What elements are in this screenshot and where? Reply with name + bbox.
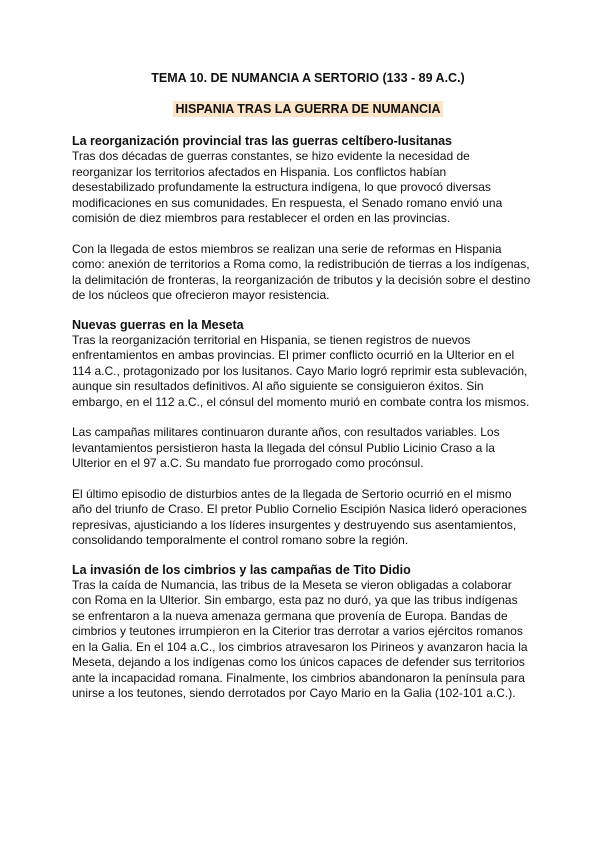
subtitle-container	[72, 100, 532, 118]
document-page	[72, 70, 532, 702]
section-spacer	[72, 304, 532, 318]
paragraph-spacer	[72, 410, 532, 425]
section-heading: La reorganización provincial tras las guerras celtíbero-lusitanas	[72, 134, 452, 148]
paragraph: Tras la reorganización territorial en Hispania, se tienen registros de nuevos enfrentamientos en ambas provincias. El primer conflicto ocurrió en la Ulterior en el 114 a.C., protagonizado por los lusitanos. Cayo Mario logró reprimir esta sublevación, aunque sin resultados definitivos. Al año siguiente se consiguieron éxitos. Sin embargo, en el 112 a.C., el cónsul del momento murió en combate contra los mismos.	[72, 332, 530, 409]
paragraph: Tras dos décadas de guerras constantes, se hizo evidente la necesidad de reorganizar los territorios afectados en Hispania. Los conflictos habían desestabilizado profundamente la estructura indígena, lo que provocó diversas modificaciones en sus comunidades. En respuesta, el Senado romano envió una comisión de diez miembros para restablecer el orden en las provincias.	[72, 149, 503, 225]
paragraph: Tras la caída de Numancia, las tribus de la Meseta se vieron obligadas a colaborar con Roma en la Ulterior. Sin embargo, esta paz no duró, ya que las tribus indígenas se enfrentaron a la nueva amenaza germana que provenía de Europa. Bandas de cimbrios y teutones irrumpieron en la Citerior tras derrotar a varios ejércitos romanos en la Galia. En el 104 a.C., los cimbrios atravesaron los Pirineos y avanzaron hacia la Meseta, dejando a los indígenas como los únicos capaces de defender sus territorios ante la incapacidad romana. Finalmente, los cimbrios abandonaron la península para unirse a los teutones, siendo derrotados por Cayo Mario en la Galia (102-101 a.C.).	[72, 577, 528, 700]
document-title: TEMA 10. DE NUMANCIA A SERTORIO (133 - 89 A.C.)	[151, 71, 465, 85]
paragraph-spacer	[72, 472, 532, 487]
section-heading: La invasión de los cimbrios y las campañas de Tito Didio	[72, 562, 411, 577]
section-spacer	[72, 549, 532, 563]
paragraph-spacer	[72, 227, 532, 242]
section-cimbrios	[72, 563, 532, 702]
paragraph: Las campañas militares continuaron durante años, con resultados variables. Los levantamientos persistieron hasta la llegada del cónsul Publio Licinio Craso a la Ulterior en el 97 a.C. Su mandato fue prorrogado como procónsul.	[72, 425, 500, 470]
document-subtitle: HISPANIA TRAS LA GUERRA DE NUMANCIA	[175, 102, 441, 116]
section-heading: Nuevas guerras en la Meseta	[72, 317, 244, 332]
section-nuevas-guerras	[72, 318, 532, 549]
paragraph: Con la llegada de estos miembros se realizan una serie de reformas en Hispania como: anexión de territorios a Roma como, la redistribución de tierras a los indígenas, la delimitación de fronteras, la reorganización de tributos y la decisión sobre el destino de los núcleos que ofrecieron mayor resistencia.	[72, 241, 531, 302]
paragraph: El último episodio de disturbios antes de la llegada de Sertorio ocurrió en el mismo año del triunfo de Craso. El pretor Publio Cornelio Escipión Nasica lideró operaciones represivas, ajusticiando a los líderes insurgentes y destruyendo sus asentamientos, consolidando temporalmente el control romano sobre la región.	[72, 486, 527, 547]
section-reorganizacion	[72, 134, 532, 304]
